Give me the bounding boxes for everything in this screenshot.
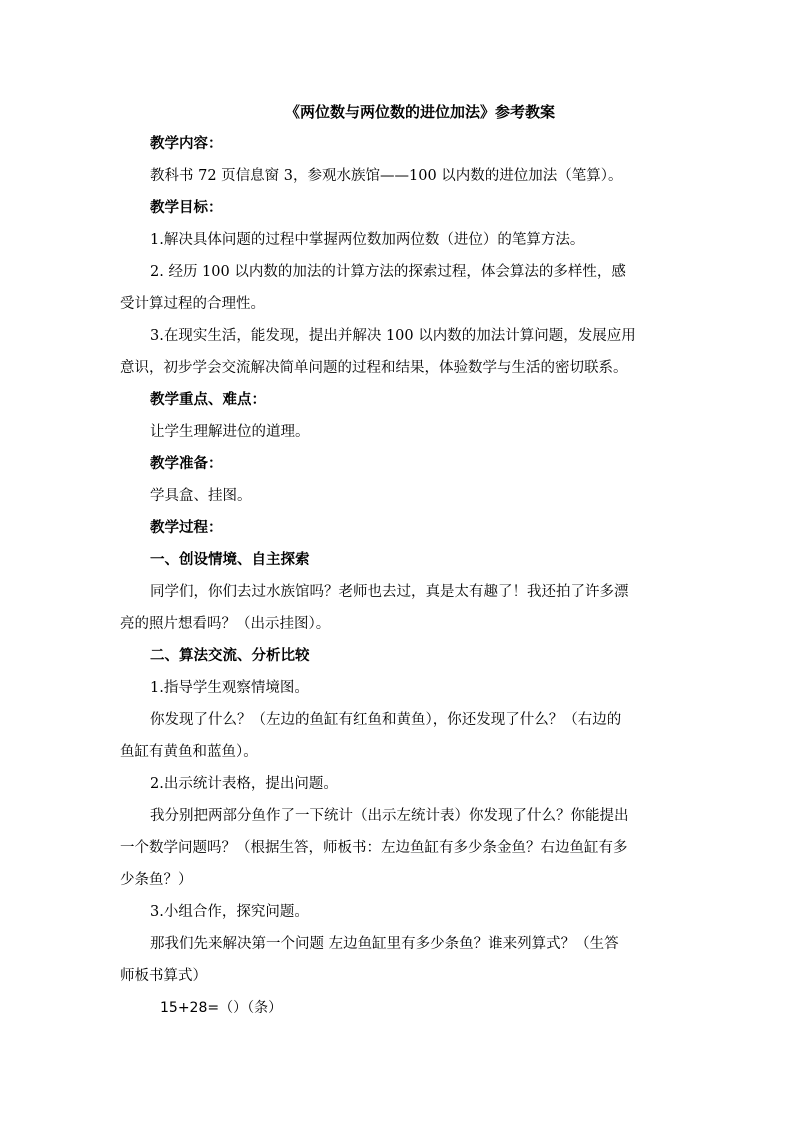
- goal-1: 1.解决具体问题的过程中掌握两位数加两位数（进位）的笔算方法。: [150, 232, 585, 248]
- step-1: 1.指导学生观察情境图。: [150, 680, 309, 696]
- part-2-heading: 二、算法交流、分析比较: [150, 647, 310, 664]
- focus-heading: 教学重点、难点：: [150, 391, 266, 408]
- step-1-line-1: 你发现了什么？（左边的鱼缸有红鱼和黄鱼），你还发现了什么？（右边的: [150, 712, 622, 728]
- step-2: 2.出示统计表格，提出问题。: [150, 776, 338, 792]
- prep-text: 学具盒、挂图。: [150, 488, 252, 504]
- step-3-line-2: 师板书算式）: [120, 968, 207, 984]
- content-text: 教科书 72 页信息窗 3，参观水族馆——100 以内数的进位加法（笔算）。: [150, 168, 623, 184]
- step-1-line-2: 鱼缸有黄鱼和蓝鱼）。: [120, 744, 258, 760]
- content-heading: 教学内容：: [150, 135, 223, 152]
- goal-2-line-1: 2. 经历 100 以内数的加法的计算方法的探索过程，体会算法的多样性，感: [150, 264, 626, 280]
- document-title: 《两位数与两位数的进位加法》参考教案: [284, 103, 555, 121]
- step-2-line-1: 我分别把两部分鱼作了一下统计（出示左统计表）你发现了什么？你能提出: [150, 808, 629, 824]
- step-3-line-1: 那我们先来解决第一个问题 左边鱼缸里有多少条鱼？谁来列算式？（生答: [150, 936, 619, 952]
- part-1-line-2: 亮的照片想看吗？（出示挂图）。: [120, 616, 331, 632]
- prep-heading: 教学准备：: [150, 455, 223, 472]
- goal-3-line-2: 意识，初步学会交流解决简单问题的过程和结果，体验数学与生活的密切联系。: [120, 360, 628, 376]
- formula: 15+28=（）（条）: [160, 1000, 283, 1016]
- focus-text: 让学生理解进位的道理。: [150, 424, 310, 440]
- process-heading: 教学过程：: [150, 519, 223, 536]
- goals-heading: 教学目标：: [150, 199, 223, 216]
- goal-3-line-1: 3.在现实生活，能发现，提出并解决 100 以内数的加法计算问题，发展应用: [150, 328, 636, 344]
- step-2-line-2: 一个数学问题吗？（根据生答，师板书：左边鱼缸有多少条金鱼？右边鱼缸有多: [120, 840, 628, 856]
- step-2-line-3: 少条鱼？）: [120, 872, 193, 888]
- document-page: [120, 96, 676, 1024]
- part-1-line-1: 同学们，你们去过水族馆吗？老师也去过，真是太有趣了！我还拍了许多漂: [150, 584, 629, 600]
- part-1-heading: 一、创设情境、自主探索: [150, 551, 310, 568]
- step-3: 3.小组合作，探究问题。: [150, 904, 309, 920]
- goal-2-line-2: 受计算过程的合理性。: [120, 296, 265, 312]
